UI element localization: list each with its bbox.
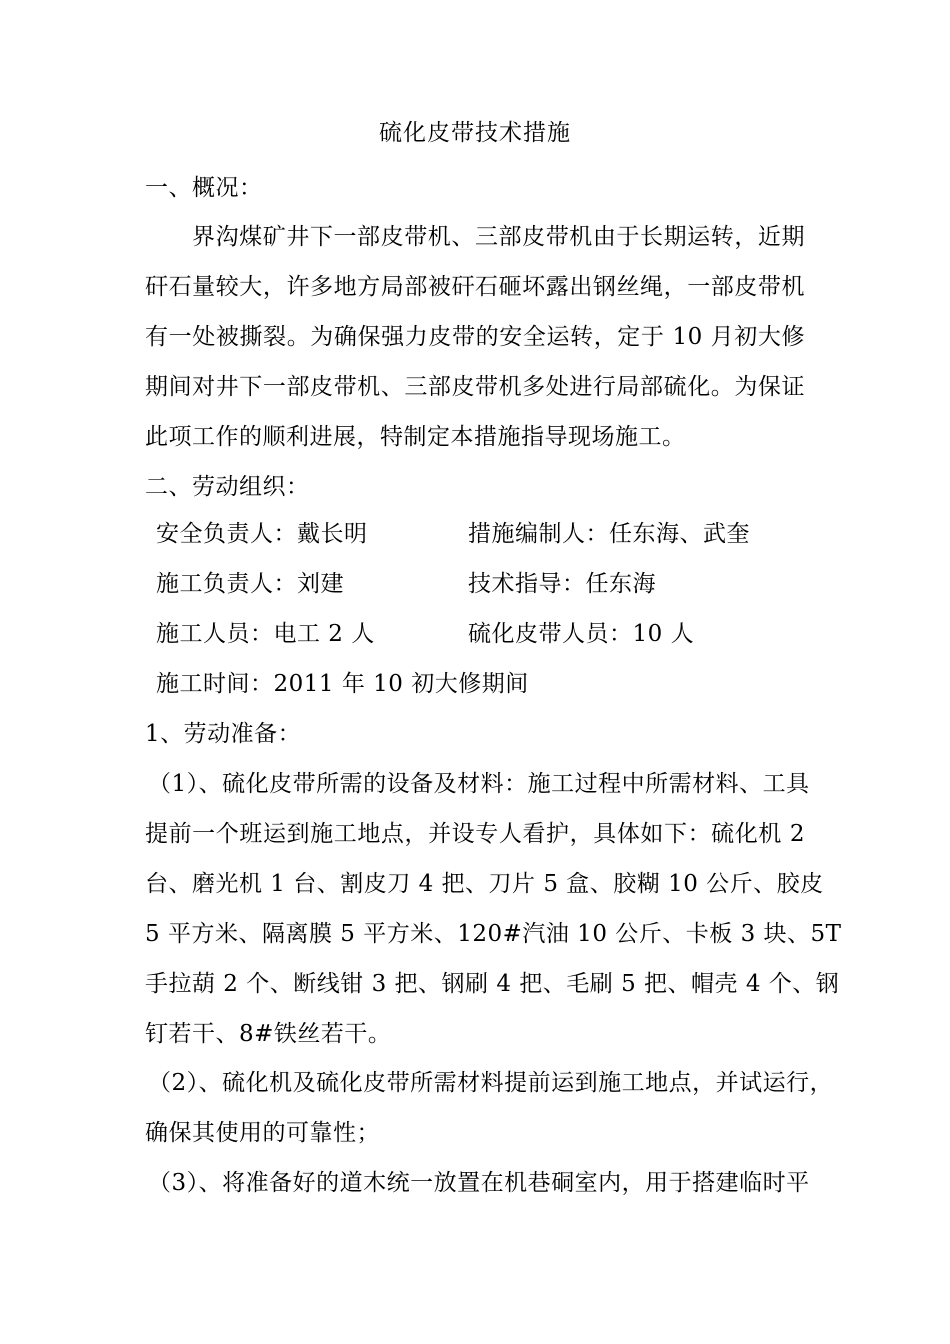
org-time: 施工时间：2011 年 10 初大修期间 — [156, 671, 529, 697]
org-workers: 施工人员：电工 2 人 — [156, 621, 375, 647]
paragraph-line: 5 平方米、隔离膜 5 平方米、120#汽油 10 公斤、卡板 3 块、5T — [145, 921, 842, 947]
paragraph-line: 有一处被撕裂。为确保强力皮带的安全运转，定于 10 月初大修 — [145, 324, 805, 350]
paragraph-line: 此项工作的顺利进展，特制定本措施指导现场施工。 — [145, 424, 686, 450]
paragraph-line: 钉若干、8#铁丝若干。 — [145, 1021, 392, 1047]
paragraph-line: 提前一个班运到施工地点，并设专人看护，具体如下：硫化机 2 — [145, 821, 805, 847]
paragraph-line: （2）、硫化机及硫化皮带所需材料提前运到施工地点，并试运行， — [148, 1070, 834, 1096]
subsection-heading-prep: 1、劳动准备： — [145, 721, 302, 747]
org-construction-lead: 施工负责人：刘建 — [156, 571, 344, 597]
section-heading-overview: 一、概况： — [145, 175, 263, 201]
org-plan-author: 措施编制人：任东海、武奎 — [468, 521, 750, 547]
paragraph-line: 台、磨光机 1 台、割皮刀 4 把、刀片 5 盒、胶糊 10 公斤、胶皮 — [145, 871, 824, 897]
paragraph-line: 矸石量较大，许多地方局部被矸石砸坏露出钢丝绳，一部皮带机 — [145, 274, 805, 300]
paragraph-line: （1）、硫化皮带所需的设备及材料：施工过程中所需材料、工具 — [148, 771, 810, 797]
org-tech-guide: 技术指导：任东海 — [468, 571, 656, 597]
org-safety-lead: 安全负责人：戴长明 — [156, 521, 368, 547]
document-title: 硫化皮带技术措施 — [379, 120, 571, 146]
paragraph-line: 确保其使用的可靠性； — [145, 1120, 380, 1146]
paragraph-line: （3）、将准备好的道木统一放置在机巷硐室内，用于搭建临时平 — [148, 1170, 810, 1196]
paragraph-line: 期间对井下一部皮带机、三部皮带机多处进行局部硫化。为保证 — [145, 374, 805, 400]
section-heading-labor: 二、劳动组织： — [145, 474, 310, 500]
org-belt-workers: 硫化皮带人员：10 人 — [468, 621, 695, 647]
paragraph-line: 手拉葫 2 个、断线钳 3 把、钢刷 4 把、毛刷 5 把、帽壳 4 个、钢 — [145, 971, 840, 997]
paragraph-line: 界沟煤矿井下一部皮带机、三部皮带机由于长期运转，近期 — [192, 224, 805, 250]
